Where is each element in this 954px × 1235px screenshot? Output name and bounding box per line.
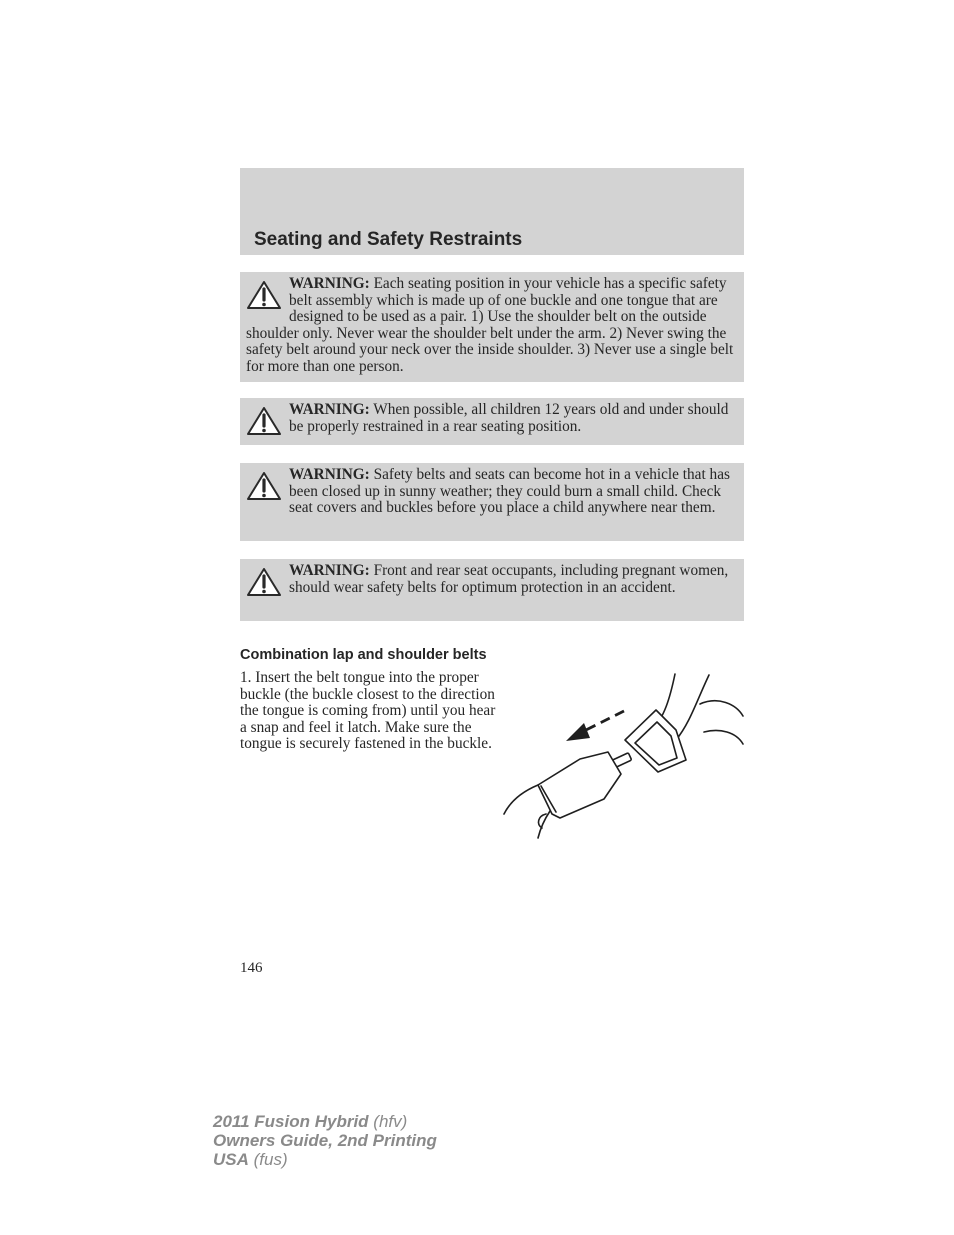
footer-model-code: (hfv) [373, 1112, 408, 1131]
footer-market: USA [213, 1150, 249, 1169]
instruction-step: 1. Insert the belt tongue into the proper buckle (the buckle closest to the direction the tongue is coming from) until you hear a snap and feel it latch. Make sure the tongue is securely fastened in the buckle. [240, 669, 496, 752]
warning-box [240, 463, 744, 541]
page-number: 146 [240, 960, 263, 976]
footer-guide: Owners Guide, 2nd Printing [213, 1131, 437, 1150]
warning-text: When possible, all children 12 years old and under should be properly restrained in a rear seating position. [289, 401, 729, 435]
warning-text: Front and rear seat occupants, including pregnant women, should wear safety belts for optimum protection in an accident. [289, 562, 729, 596]
warning-box [240, 398, 744, 445]
footer-model: 2011 Fusion Hybrid [213, 1112, 369, 1131]
section-title: Seating and Safety Restraints [254, 229, 523, 250]
section-header [240, 168, 744, 255]
seat-belt-buckle-illustration [500, 668, 746, 840]
warning-triangle-icon [246, 471, 282, 501]
footer-market-code: (fus) [253, 1150, 288, 1169]
warning-triangle-icon [246, 280, 282, 310]
warning-label: WARNING: [289, 401, 370, 418]
footer [213, 1112, 437, 1169]
subsection-heading: Combination lap and shoulder belts [240, 647, 487, 663]
warning-text: Each seating position in your vehicle has a specific safety belt assembly which is made up of one buckle and one tongue that are designed to be used as a pair. 1) Use the shoulder belt on the outside shoulder only. Never wear the shoulder belt under the arm. 2) Never swing the safety belt around your neck over the inside shoulder. 3) Never use a single belt for more than one person. [246, 275, 734, 375]
warning-label: WARNING: [289, 466, 370, 483]
warning-text: Safety belts and seats can become hot in a vehicle that has been closed up in sunny weather; they could burn a small child. Check seat covers and buckles before you place a child anywhere near them. [289, 466, 730, 516]
warning-box [240, 559, 744, 621]
warning-triangle-icon [246, 406, 282, 436]
warning-box [240, 272, 744, 382]
warning-label: WARNING: [289, 562, 370, 579]
warning-label: WARNING: [289, 275, 370, 292]
warning-triangle-icon [246, 567, 282, 597]
